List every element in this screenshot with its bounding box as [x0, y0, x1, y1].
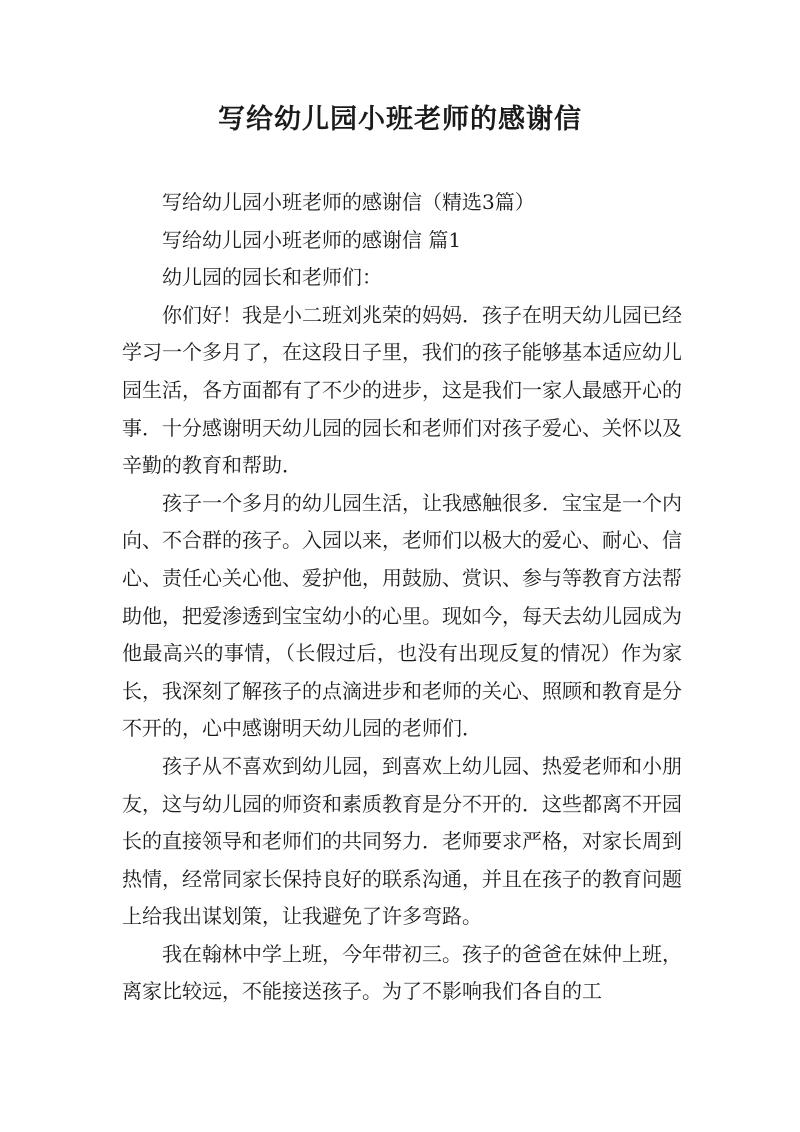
- body-paragraph: 孩子一个多月的幼儿园生活，让我感触很多．宝宝是一个内向、不合群的孩子。入园以来，老师们以极大的爱心、耐心、信心、责任心关心他、爱护他，用鼓励、赏识、参与等教育方法帮助他，把爱渗透到宝宝幼小的心里。现如今，每天去幼儿园成为他最高兴的事情，（长假过后，也没有出现反复的情况）作为家长，我深刻了解孩子的点滴进步和老师的关心、照顾和教育是分不开的，心中感谢明天幼儿园的老师们．: [122, 490, 682, 741]
- body-paragraph: 你们好！我是小二班刘兆荣的妈妈．孩子在明天幼儿园已经学习一个多月了，在这段日子里，我们的孩子能够基本适应幼儿园生活，各方面都有了不少的进步，这是我们一家人最感开心的事．十分感谢明天幼儿园的园长和老师们对孩子爱心、关怀以及辛勤的教育和帮助．: [122, 302, 682, 478]
- subtitle-line: 写给幼儿园小班老师的感谢信（精选3篇）: [162, 190, 535, 214]
- document-body: [122, 184, 682, 1011]
- body-paragraph: 孩子从不喜欢到幼儿园，到喜欢上幼儿园、热爱老师和小朋友，这与幼儿园的师资和素质教育是分不开的．这些都离不开园长的直接领导和老师们的共同努力．老师要求严格，对家长周到热情，经常同家长保持良好的联系沟通，并且在孩子的教育问题上给我出谋划策，让我避免了许多弯路。: [122, 753, 682, 929]
- body-paragraph: 我在翰林中学上班，今年带初三。孩子的爸爸在妹仲上班，离家比较远，不能接送孩子。为了不影响我们各自的工: [122, 941, 682, 1004]
- salutation: 幼儿园的园长和老师们：: [162, 265, 382, 290]
- document-title: 写给幼儿园小班老师的感谢信: [218, 104, 582, 135]
- section-heading: 写给幼儿园小班老师的感谢信 篇1: [162, 227, 462, 252]
